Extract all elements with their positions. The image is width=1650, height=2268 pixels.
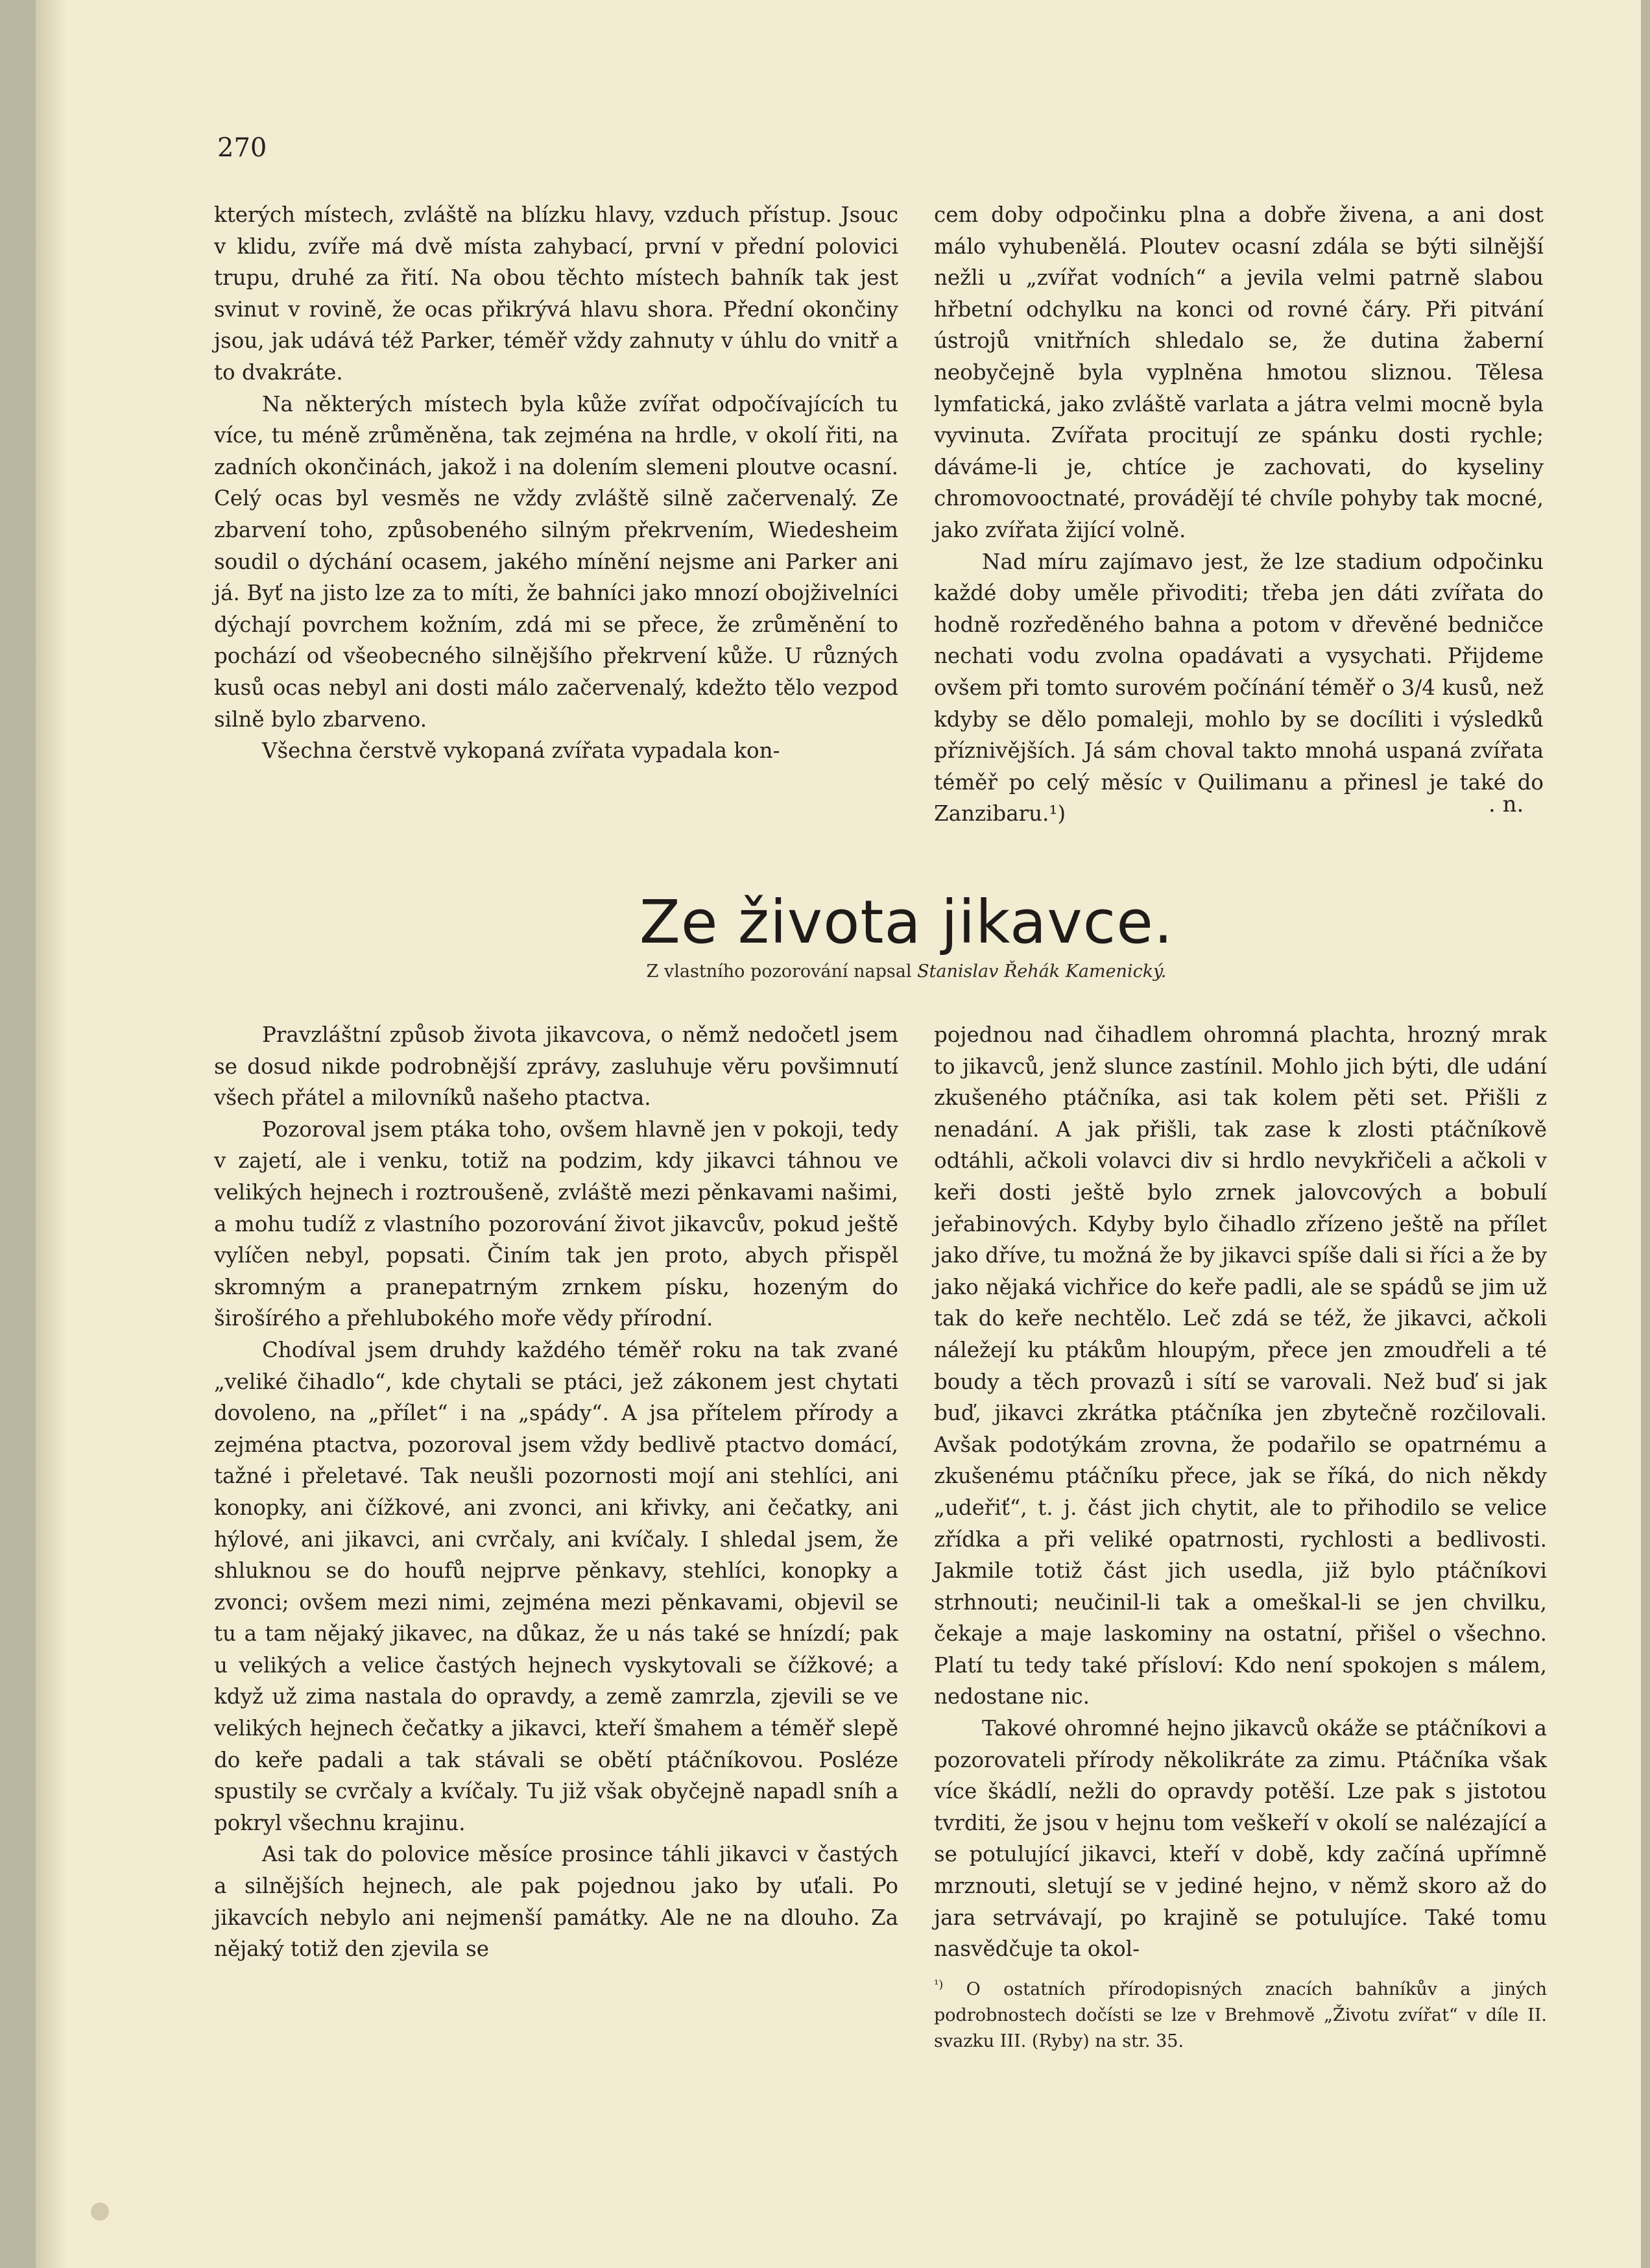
bottom-left-column bbox=[214, 1019, 898, 1965]
paragraph: Pozoroval jsem ptáka toho, ovšem hlavně jen v pokoji, tedy v zajetí, ale i venku, totiž na podzim, kdy jikavci táhnou ve velikých hejnech i roztroušeně, zvláště mezi pěnkavami našimi, a mohu tudíž z vlastního pozorování život jikavcův, pokud ještě vylíčen nebyl, popsati. Činím tak jen proto, abych přispěl skromným a pranepatrným zrnkem písku, hozeným do širošírého a přehlubokého moře vědy přírodní. bbox=[214, 1116, 898, 1331]
paragraph: Nad míru zajímavo jest, že lze stadium odpočinku každé doby uměle přivoditi; třeba jen dáti zvířata do hodně rozředěného bahna a potom v dřevěné bedničce nechati vodu zvolna opadávati a vysychati. Přijdeme ovšem při tomto surovém počínání téměř o 3/4 kusů, než kdyby se dělo pomaleji, mohlo by se docíliti i výsledků příznivějších. Já sám choval takto mnohá uspaná zvířata téměř po celý měsíc v Quilimanu a přinesl je také do Zanzibaru.¹) bbox=[934, 549, 1544, 826]
paragraph: Asi tak do polovice měsíce prosince táhli jikavci v častých a silnějších hejnech, ale pak pojednou jako by uťali. Po jikavcích nebylo ani nejmenší památky. Ale ne na dlouho. Za nějaký totiž den zjevila se bbox=[214, 1842, 898, 1962]
byline-prefix: Z vlastního pozorování napsal bbox=[646, 961, 912, 982]
top-left-column bbox=[214, 199, 898, 767]
paper-stain bbox=[91, 2202, 109, 2221]
bottom-right-column bbox=[934, 1019, 1547, 1965]
footnote bbox=[934, 1972, 1547, 2055]
byline-author: Stanislav Řehák Kamenický. bbox=[917, 961, 1167, 982]
paragraph: Chodíval jsem druhdy každého téměř roku na tak zvané „veliké čihadlo“, kde chytali se ptáci, jež zákonem jest chytati dovoleno, na „přílet“ i na „spády“. A jsa přítelem přírody a zejména ptactva, pozoroval jsem vždy bedlivě ptactvo domácí, tažné i přeletavé. Tak neušli pozornosti mojí ani stehlíci, ani konopky, ani čížkové, ani zvonci, ani křivky, ani čečatky, ani hýlové, ani jikavci, ani cvrčaly, ani kvíčaly. I shledal jsem, že shluknou se do houfů nejprve pěnkavy, stehlíci, konopky a zvonci; ovšem mezi nimi, zejména mezi pěnkavami, objevil se tu a tam nějaký jikavec, na důkaz, že u nás také se hnízdí; pak u velikých a velice častých hejnech vyskytovali se čížkové; a když už zima nastala do opravdy, a země zamrzla, zjevili se ve velikých hejnech čečatky a jikavci, kteří šmahem a téměř slepě do keře padali a tak stávali se obětí ptáčníkovou. Posléze spustily se cvrčaly a kvíčaly. Tu již však obyčejně napadl sníh a pokryl všechnu krajinu. bbox=[214, 1337, 898, 1835]
paragraph: Takové ohromné hejno jikavců okáže se ptáčníkovi a pozorovateli přírody několikráte za zimu. Ptáčníka však více škádlí, nežli do opravdy potěší. Lze pak s jistotou tvrditi, že jsou v hejnu tom veškeří v okolí se nalézající a se potulující jikavci, kteří v době, kdy začíná upřímně mrznouti, sletují se v jediné hejno, v němž skoro až do jara setrvávají, po krajině se potulujíce. Také tomu nasvědčuje ta okol- bbox=[934, 1716, 1547, 1962]
article-title: Ze života jikavce. bbox=[639, 887, 1174, 957]
paragraph: Všechna čerstvě vykopaná zvířata vypadala kon- bbox=[262, 738, 780, 764]
paragraph: cem doby odpočinku plna a dobře živena, a ani dost málo vyhubenělá. Ploutev ocasní zdála se býti silnější nežli u „zvířat vodních“ a jevila velmi patrně slabou hřbetní odchylku na konci od rovné čáry. Při pitvání ústrojů vnitřních shledalo se, že dutina žaberní neobyčejně byla vyplněna hmotou sliznou. Tělesa lymfatická, jako zvláště varlata a játra velmi mocně byla vyvinuta. Zvířata procitují ze spánku dosti rychle; dáváme-li je, chtíce je zachovati, do kyseliny chromovooctnaté, provádějí té chvíle pohyby tak mocné, jako zvířata žijící volně. bbox=[934, 202, 1544, 542]
footnote-mark: ¹) bbox=[934, 1978, 944, 1992]
article-byline bbox=[36, 961, 1641, 982]
book-page bbox=[36, 0, 1641, 2268]
paragraph: pojednou nad čihadlem ohromná plachta, hrozný mrak to jikavců, jenž slunce zastínil. Mohlo jich býti, dle udání zkušeného ptáčníka, asi tak kolem pěti set. Přišli z nenadání. A jak přišli, tak zase k zlosti ptáčníkově odtáhli, ačkoli volavci div si hrdlo nevykřičeli a ačkoli v keři dosti ještě bylo zrnek jalovcových a bobulí jeřabinových. Kdyby bylo čihadlo zřízeno ještě na přílet jako dříve, tu možná že by jikavci spíše dali si říci a že by jako nějaká vichřice do keře padli, ale se spádů se jim už tak do keře nechtělo. Leč zdá se též, že jikavci, ačkoli náležejí ku ptákům hloupým, přece jen zmoudřeli a té boudy a těch provazů i sítí se varovali. Než buď si jak buď, jikavci zkrátka ptáčníka jen zbytečně rozčilovali. Avšak podotýkám zrovna, že podařilo se opatrnému a zkušenému ptáčníku přece, jak se říká, do nich někdy „udeřiť“, t. j. část jich chytit, ale to přihodilo se velice zřídka a při veliké opatrnosti, rychlosti a bedlivosti. Jakmile totiž část jich usedla, již bylo ptáčníkovi strhnouti; neučinil-li tak a omeškal-li se jen chvilku, čekaje a maje laskominy na ostatní, přišel o všechno. Platí tu tedy také přísloví: Kdo není spokojen s málem, nedostane nic. bbox=[934, 1022, 1547, 1709]
paragraph: Na některých místech byla kůže zvířat odpočívajících tu více, tu méně zrůměněna, tak zejména na hrdle, v okolí řiti, na zadních okončinách, jakož i na dolením slemeni ploutve ocasní. Celý ocas byl vesměs ne vždy zvláště silně začervenalý. Ze zbarvení toho, způsobeného silným překrvením, Wiedesheim soudil o dýchání ocasem, jakého mínění nejsme ani Parker ani já. Byť na jisto lze za to míti, že bahníci jako mnozí obojživelníci dýchají povrchem kožním, zdá mi se přece, že zrůměnění to pochází od všeobecného silnějšího překrvení kůže. U různých kusů ocas nebyl ani dosti málo začervenalý, kdežto tělo vezpod silně bylo zbarveno. bbox=[214, 391, 898, 732]
top-right-column bbox=[934, 199, 1544, 830]
author-initial: . n. bbox=[1489, 791, 1524, 817]
page-number: 270 bbox=[217, 133, 267, 163]
paragraph: kterých místech, zvláště na blízku hlavy, vzduch přístup. Jsouc v klidu, zvíře má dvě místa zahybací, první v přední polovici trupu, druhé za řití. Na obou těchto místech bahník tak jest svinut v rovině, že ocas přikrývá hlavu shora. Přední okončiny jsou, jak udává též Parker, téměř vždy zahnuty v úhlu do vnitř a to dvakráte. bbox=[214, 202, 898, 385]
footnote-text: O ostatních přírodopisných znacích bahníkův a jiných podrobnostech dočísti se lze v Brehmově „Životu zvířat“ v díle II. svazku III. (Ryby) na str. 35. bbox=[934, 1979, 1547, 2051]
paragraph: Pravzláštní způsob života jikavcova, o němž nedočetl jsem se dosud nikde podrobnější zprávy, zasluhuje věru povšimnutí všech přátel a milovníků našeho ptactva. bbox=[214, 1022, 898, 1111]
